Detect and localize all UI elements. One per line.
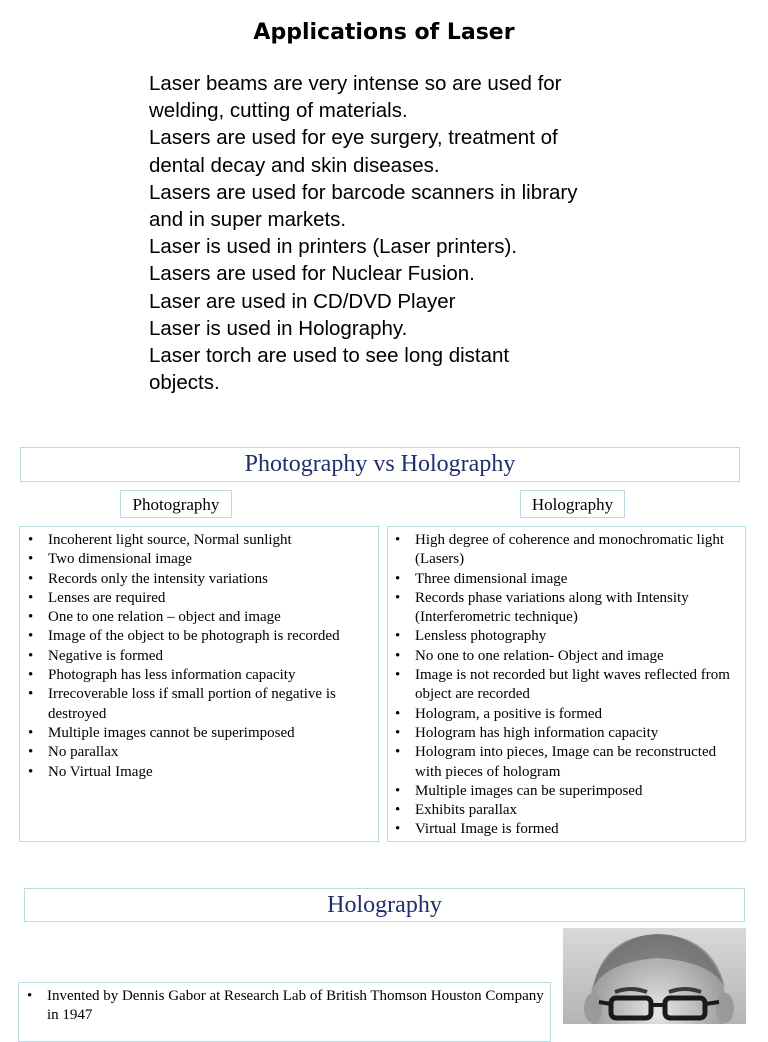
holography-info-panel	[18, 982, 551, 1042]
portrait-icon	[563, 928, 746, 1024]
list-item: • Invented by Dennis Gabor at Research Lab of British Thomson Houston Company in 1947	[25, 987, 546, 1026]
laser-line: Lasers are used for barcode scanners in library	[149, 180, 578, 204]
holography-info-list	[25, 987, 546, 1026]
holography-list	[393, 531, 741, 840]
list-item: • Incoherent light source, Normal sunlight	[26, 531, 374, 550]
holography-panel	[387, 526, 746, 842]
photography-panel	[19, 526, 379, 842]
list-item: • Hologram has high information capacity	[393, 724, 741, 743]
list-item: • Image is not recorded but light waves reflected from object are recorded	[393, 666, 741, 705]
laser-line: Laser beams are very intense so are used for	[149, 72, 562, 95]
holography-label: Holography	[520, 490, 625, 518]
laser-line: and in super markets.	[149, 208, 347, 232]
list-item: • Virtual Image is formed	[393, 820, 741, 839]
list-item: • One to one relation – object and image	[26, 608, 374, 627]
list-item: • Exhibits parallax	[393, 801, 741, 820]
laser-line: Laser are used in CD/DVD Player	[149, 289, 456, 313]
comparison-heading: Photography vs Holography	[20, 447, 740, 482]
list-item: • Multiple images can be superimposed	[393, 782, 741, 801]
list-item: • Records phase variations along with Intensity (Interferometric technique)	[393, 589, 741, 628]
list-item: • Hologram into pieces, Image can be reconstructed with pieces of hologram	[393, 743, 741, 782]
list-item: • Irrecoverable loss if small portion of negative is destroyed	[26, 685, 374, 724]
list-item: • Records only the intensity variations	[26, 570, 374, 589]
laser-line: Laser is used in printers (Laser printers).	[149, 235, 518, 259]
list-item: • No Virtual Image	[26, 763, 374, 782]
laser-line: objects.	[149, 371, 220, 395]
photography-list	[26, 531, 374, 782]
holography-heading: Holography	[24, 888, 745, 922]
list-item: • Photograph has less information capacity	[26, 666, 374, 685]
photography-label: Photography	[120, 490, 232, 518]
list-item: • Negative is formed	[26, 647, 374, 666]
list-item: • Hologram, a positive is formed	[393, 705, 741, 724]
laser-line: Laser is used in Holography.	[149, 316, 408, 340]
list-item: • Lenses are required	[26, 589, 374, 608]
laser-line: Lasers are used for eye surgery, treatment of	[149, 126, 558, 150]
laser-line: Lasers are used for Nuclear Fusion.	[149, 262, 475, 286]
laser-applications-list	[149, 70, 639, 396]
list-item: • Two dimensional image	[26, 550, 374, 569]
portrait-image	[563, 928, 746, 1024]
laser-line: dental decay and skin diseases.	[149, 153, 440, 177]
list-item: • Multiple images cannot be superimposed	[26, 724, 374, 743]
list-item: • High degree of coherence and monochromatic light (Lasers)	[393, 531, 741, 570]
list-item: • No parallax	[26, 743, 374, 762]
list-item: • Image of the object to be photograph is recorded	[26, 627, 374, 646]
list-item: • Lensless photography	[393, 627, 741, 646]
laser-line: welding, cutting of materials.	[149, 99, 408, 123]
list-item: • No one to one relation- Object and image	[393, 647, 741, 666]
laser-line: Laser torch are used to see long distant	[149, 344, 510, 368]
page-title: Applications of Laser	[253, 20, 515, 45]
list-item: • Three dimensional image	[393, 570, 741, 589]
